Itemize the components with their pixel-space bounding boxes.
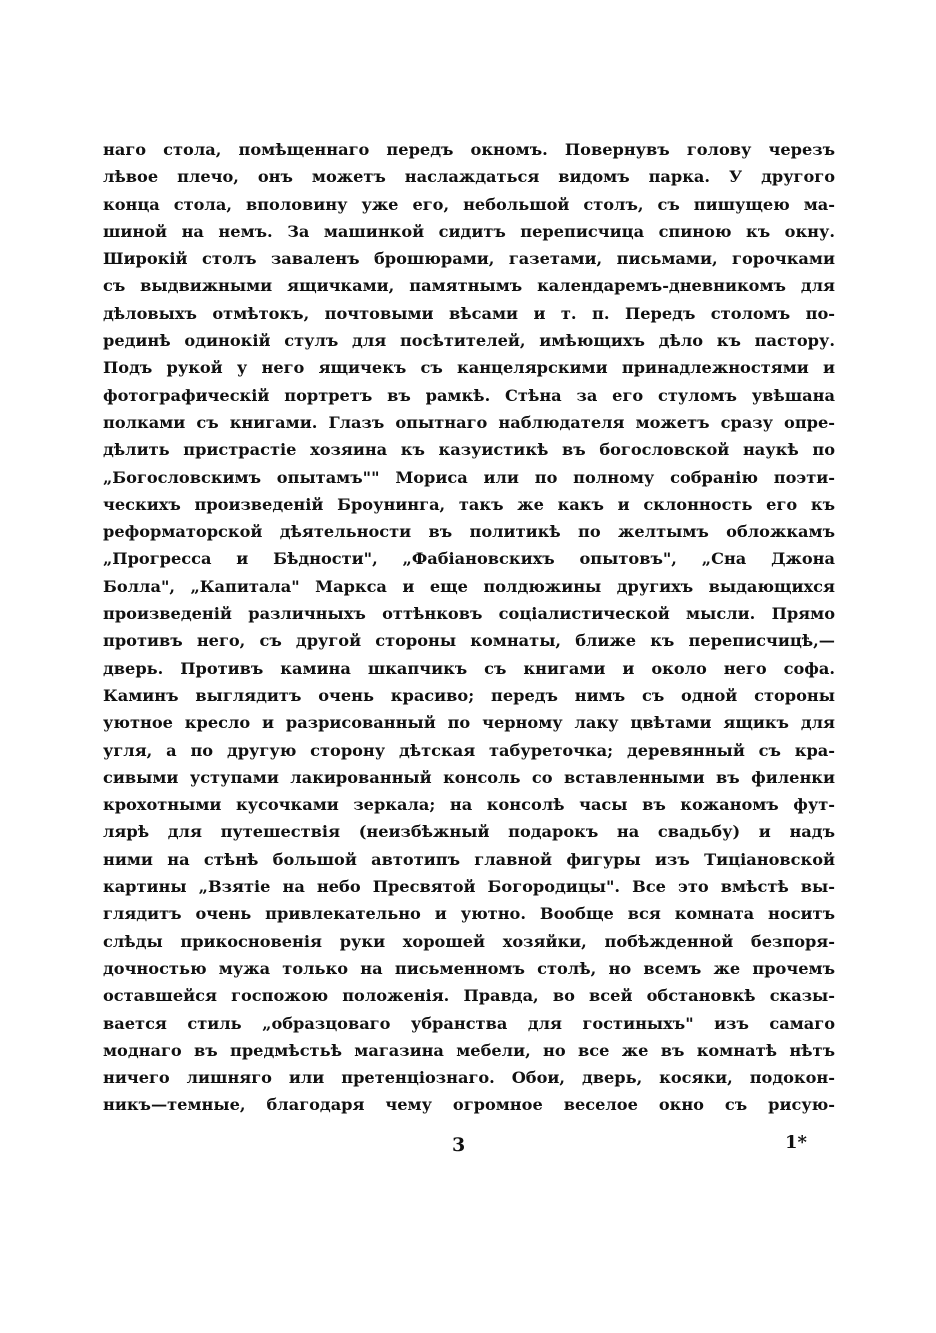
- text-line: Каминъ выглядитъ очень красиво; передъ нимъ съ одной стороны: [103, 685, 835, 705]
- text-line: ними на стѣнѣ большой автотипъ главной фигуры изъ Тиціановской: [103, 849, 835, 869]
- text-line: Подъ рукой у него ящичекъ съ канцелярскими принадлежностями и: [103, 358, 835, 378]
- text-line: съ выдвижными ящичками, памятнымъ календаремъ-дневникомъ для: [103, 276, 835, 296]
- text-line: дѣловыхъ отмѣтокъ, почтовыми вѣсами и т. п. Передъ столомъ по-: [103, 303, 835, 323]
- printer-signature-mark: 1*: [785, 1132, 807, 1153]
- text-line: дочностью мужа только на письменномъ столѣ, но всемъ же прочемъ: [103, 958, 835, 978]
- text-line: конца стола, вполовину уже его, небольшой столъ, съ пишущею ма-: [103, 194, 835, 214]
- text-line: „Богословскимъ опытамъ"" Мориса или по полному собранію поэти-: [103, 467, 835, 487]
- text-line: дверь. Противъ камина шкапчикъ съ книгами и около него софа.: [103, 658, 835, 678]
- text-line: сивыми уступами лакированный консоль со вставленными въ филенки: [103, 767, 835, 787]
- text-line: уютное кресло и разрисованный по черному лаку цвѣтами ящикъ для: [103, 713, 835, 733]
- text-line: вается стиль „образцоваго убранства для гостиныхъ" изъ самаго: [103, 1013, 835, 1033]
- text-line: ничего лишняго или претенціознаго. Обои, дверь, косяки, подокон-: [103, 1068, 835, 1088]
- text-line: крохотными кусочками зеркала; на консолѣ часы въ кожаномъ фут-: [103, 795, 835, 815]
- text-line: лѣвое плечо, онъ можетъ наслаждаться видомъ парка. У другого: [103, 167, 835, 187]
- text-line: лярѣ для путешествія (неизбѣжный подарокъ на свадьбу) и надъ: [103, 822, 835, 842]
- text-line: „Прогресса и Бѣдности", „Фабіановскихъ опытовъ", „Сна Джона: [103, 549, 835, 569]
- text-line: рединѣ одинокій стулъ для посѣтителей, имѣющихъ дѣло къ пастору.: [103, 331, 835, 351]
- text-line: Широкій столъ заваленъ брошюрами, газетами, письмами, горочками: [103, 249, 835, 269]
- page-number: 3: [452, 1134, 466, 1156]
- text-line: никъ—темные, благодаря чему огромное веселое окно съ рисую-: [103, 1095, 835, 1115]
- body-text: [103, 136, 835, 1119]
- text-line: угля, а по другую сторону дѣтская табуреточка; деревянный съ кра-: [103, 740, 835, 760]
- text-line: глядитъ очень привлекательно и уютно. Вообще вся комната носитъ: [103, 904, 835, 924]
- page-footer: [0, 1134, 936, 1164]
- text-line: произведеній различныхъ оттѣнковъ соціалистической мысли. Прямо: [103, 604, 835, 624]
- text-line: полками съ книгами. Глазъ опытнаго наблюдателя можетъ сразу опре-: [103, 412, 835, 432]
- text-line: противъ него, съ другой стороны комнаты, ближе къ переписчицѣ,—: [103, 631, 835, 651]
- text-line: дѣлить пристрастіе хозяина къ казуистикѣ въ богословской наукѣ по: [103, 440, 835, 460]
- text-line: картины „Взятіе на небо Пресвятой Богородицы". Все это вмѣстѣ вы-: [103, 877, 835, 897]
- text-line: фотографическій портретъ въ рамкѣ. Стѣна за его стуломъ увѣшана: [103, 385, 835, 405]
- text-line: наго стола, помѣщеннаго передъ окномъ. Повернувъ голову черезъ: [103, 140, 835, 159]
- text-line: реформаторской дѣятельности въ политикѣ по желтымъ обложкамъ: [103, 522, 835, 542]
- text-line: моднаго въ предмѣстьѣ магазина мебели, но все же въ комнатѣ нѣтъ: [103, 1040, 835, 1060]
- text-line: Болла", „Капитала" Маркса и еще полдюжины другихъ выдающихся: [103, 576, 835, 596]
- text-line: ческихъ произведеній Броунинга, такъ же какъ и склонность его къ: [103, 494, 835, 514]
- text-line: оставшейся госпожою положенія. Правда, во всей обстановкѣ сказы-: [103, 986, 835, 1006]
- text-line: слѣды прикосновенія руки хорошей хозяйки, побѣжденной безпоря-: [103, 931, 835, 951]
- text-line: шиной на немъ. За машинкой сидитъ переписчица спиною къ окну.: [103, 221, 835, 241]
